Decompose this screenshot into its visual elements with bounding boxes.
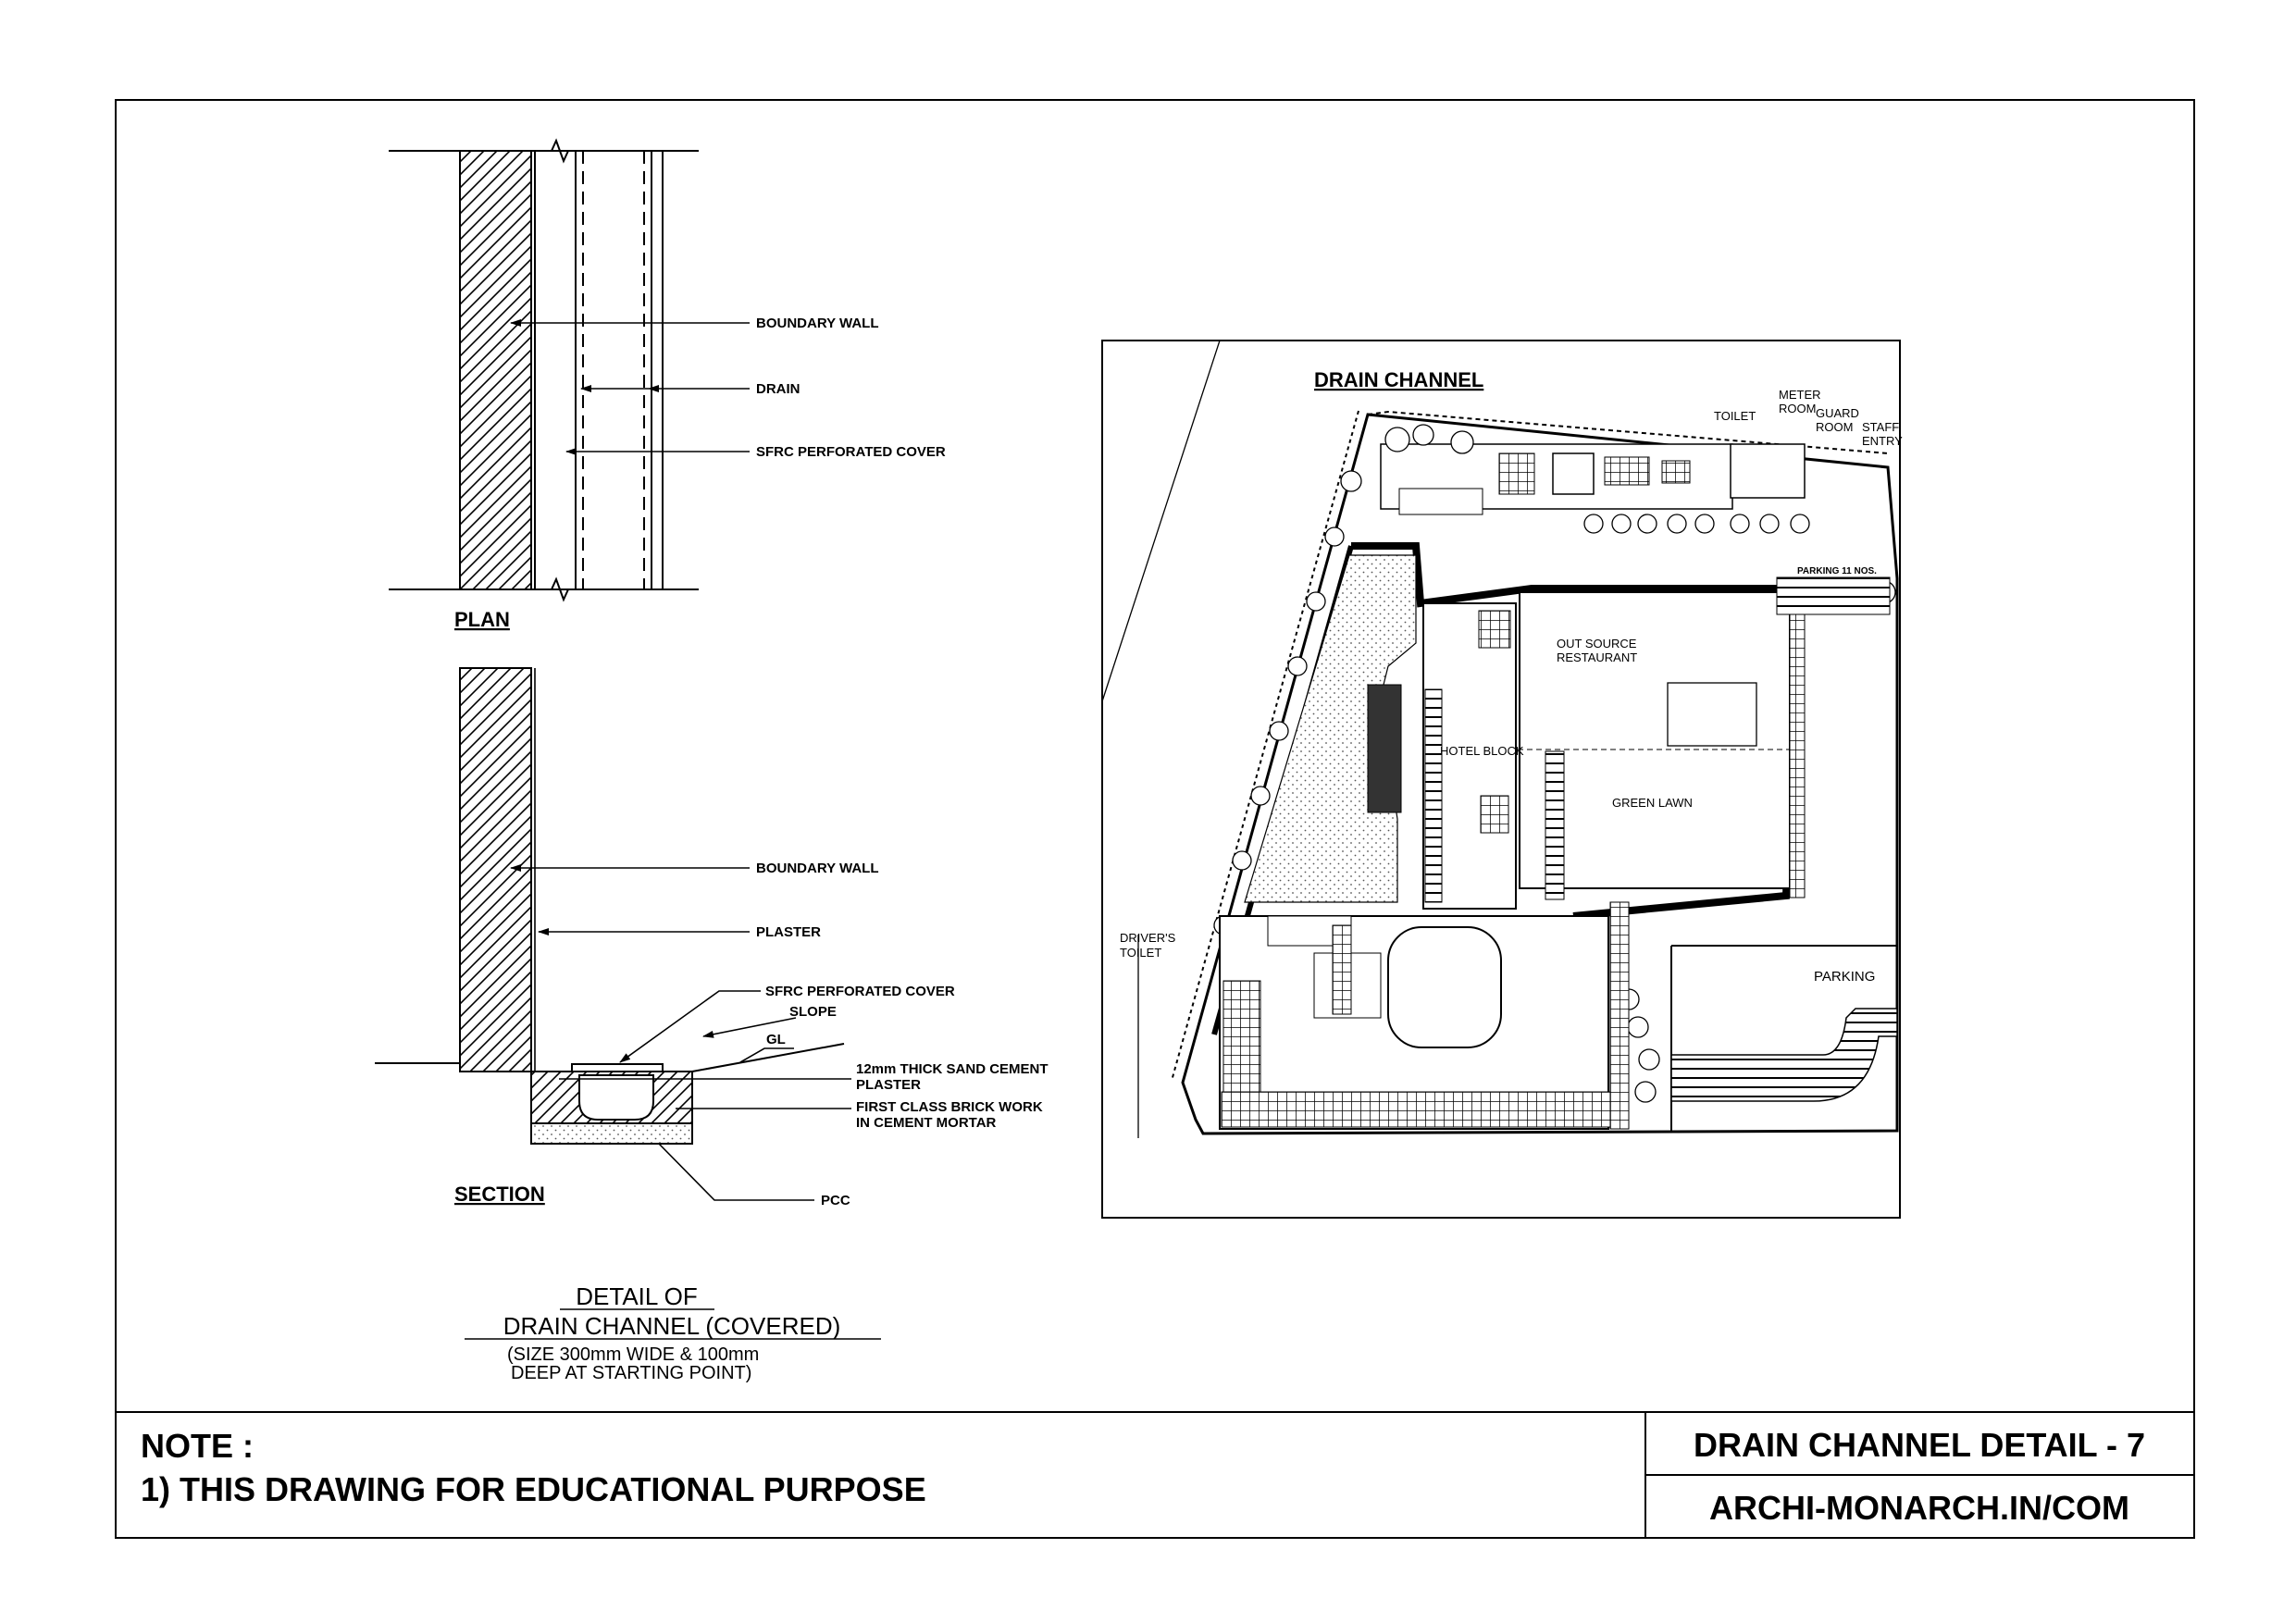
section-label-brick-1: FIRST CLASS BRICK WORK	[856, 1099, 1043, 1115]
section-label-boundary-wall: BOUNDARY WALL	[756, 861, 879, 876]
site-plan-title: DRAIN CHANNEL	[1314, 368, 1484, 391]
site-label-hotel-block: HOTEL BLOCK	[1440, 744, 1524, 758]
site-label-staff-2: ENTRY	[1862, 434, 1903, 448]
section-label-slope: SLOPE	[789, 1004, 837, 1020]
plan-label-boundary-wall: BOUNDARY WALL	[756, 316, 879, 331]
plan-detail	[389, 141, 946, 631]
site-label-parking: PARKING	[1814, 969, 1876, 985]
pcc-leader	[659, 1144, 814, 1200]
plan-boundary-wall	[460, 151, 531, 589]
note-heading: NOTE :	[141, 1427, 254, 1465]
detail-caption	[465, 1282, 881, 1383]
site-label-toilet: TOILET	[1714, 409, 1756, 423]
caption-line-4: DEEP AT STARTING POINT)	[511, 1363, 752, 1383]
caption-line-2: DRAIN CHANNEL (COVERED)	[503, 1312, 841, 1340]
site-label-drivers-2: TOILET	[1120, 946, 1162, 960]
site-label-drivers-1: DRIVER'S	[1120, 931, 1176, 945]
site-label-parking-nos: PARKING 11 NOS.	[1797, 566, 1877, 576]
section-label-pcc: PCC	[821, 1193, 850, 1208]
site-label-restaurant-2: RESTAURANT	[1557, 650, 1638, 664]
perforated-cover	[572, 1064, 663, 1072]
section-label-brick-2: IN CEMENT MORTAR	[856, 1115, 997, 1131]
gl-marker	[740, 1048, 794, 1062]
section-label-sand-cement-1: 12mm THICK SAND CEMENT	[856, 1061, 1049, 1077]
section-title: SECTION	[454, 1183, 545, 1206]
site-label-green-lawn: GREEN LAWN	[1612, 796, 1693, 810]
drain-channel	[579, 1075, 653, 1120]
top-parking	[1777, 577, 1890, 614]
plan-label-cover: SFRC PERFORATED COVER	[756, 444, 946, 460]
plan-title: PLAN	[454, 608, 510, 631]
site-plan	[1102, 341, 1903, 1218]
section-label-gl: GL	[766, 1032, 786, 1047]
site-label-meter-2: ROOM	[1779, 402, 1817, 415]
title-block	[116, 1412, 2194, 1538]
lawn-pool	[1668, 683, 1756, 746]
section-label-plaster: PLASTER	[756, 924, 822, 940]
site-label-guard-2: ROOM	[1816, 420, 1854, 434]
section-boundary-wall	[460, 668, 531, 1072]
plan-label-drain: DRAIN	[756, 381, 800, 397]
section-label-cover: SFRC PERFORATED COVER	[765, 984, 955, 999]
section-detail	[375, 668, 1049, 1208]
sheet-title: DRAIN CHANNEL DETAIL - 7	[1693, 1426, 2146, 1464]
section-label-sand-cement-2: PLASTER	[856, 1077, 922, 1093]
website: ARCHI-MONARCH.IN/COM	[1709, 1489, 2129, 1527]
site-label-staff-1: STAFF	[1862, 420, 1900, 434]
note-line: 1) THIS DRAWING FOR EDUCATIONAL PURPOSE	[141, 1470, 926, 1508]
site-label-meter-1: METER	[1779, 388, 1821, 402]
turning-loop	[1388, 927, 1501, 1047]
caption-line-1: DETAIL OF	[576, 1282, 698, 1310]
section-cover-leader	[620, 991, 761, 1062]
site-label-restaurant-1: OUT SOURCE	[1557, 637, 1637, 650]
caption-line-3: (SIZE 300mm WIDE & 100mm	[507, 1344, 760, 1365]
site-label-guard-1: GUARD	[1816, 406, 1859, 420]
pcc-layer	[531, 1123, 692, 1144]
